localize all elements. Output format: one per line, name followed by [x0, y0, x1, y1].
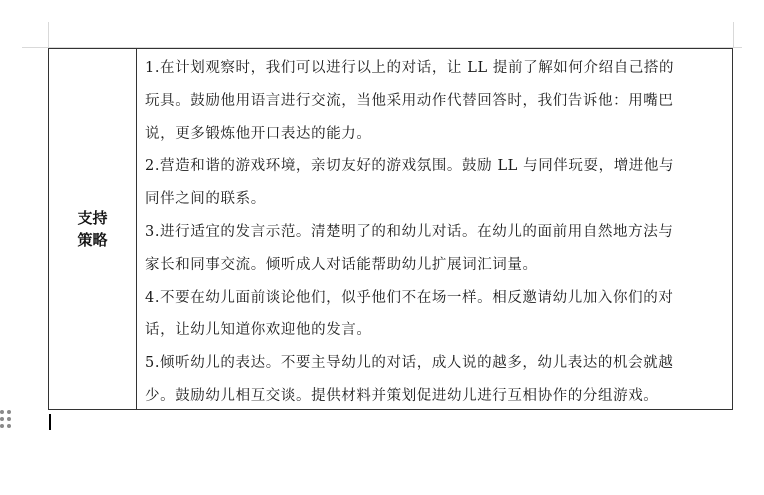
drag-handle-icon[interactable]: [0, 410, 14, 434]
content-line: 3.进行适宜的发言示范。清楚明了的和幼儿对话。在幼儿的面前用自然地方法与: [145, 223, 674, 240]
margin-guide-left: [48, 22, 49, 48]
content-line: 1.在计划观察时，我们可以进行以上的对话，让 LL 提前了解如何介绍自己搭的: [145, 60, 675, 76]
content-line: 同伴之间的联系。: [145, 191, 266, 208]
content-line: 家长和同事交流。倾听成人对话能帮助幼儿扩展词汇词量。: [145, 256, 538, 273]
table-content-cell[interactable]: [137, 49, 732, 409]
table-label-cell[interactable]: [49, 49, 137, 409]
content-line: 5.倾听幼儿的表达。不要主导幼儿的对话，成人说的越多，幼儿表达的机会就越: [145, 355, 674, 372]
label-line-2: 策略: [77, 231, 108, 249]
text-cursor: [49, 414, 51, 430]
content-line: 少。鼓励幼儿相互交谈。提供材料并策划促进幼儿进行互相协作的分组游戏。: [145, 387, 659, 404]
label-line-1: 支持: [77, 209, 108, 227]
content-line: 2.营造和谐的游戏环境，亲切友好的游戏氛围。鼓励 LL 与同伴玩耍，增进他与: [145, 158, 675, 175]
content-line: 4.不要在幼儿面前谈论他们，似乎他们不在场一样。相反邀请幼儿加入你们的对: [145, 289, 674, 306]
content-line: 说，更多锻炼他开口表达的能力。: [145, 125, 372, 142]
content-line: 话，让幼儿知道你欢迎他的发言。: [145, 322, 372, 339]
strategy-table[interactable]: [48, 48, 733, 410]
margin-guide-right: [733, 22, 734, 48]
content-line: 玩具。鼓励他用语言进行交流，当他采用动作代替回答时，我们告诉他：用嘴巴: [145, 92, 674, 109]
